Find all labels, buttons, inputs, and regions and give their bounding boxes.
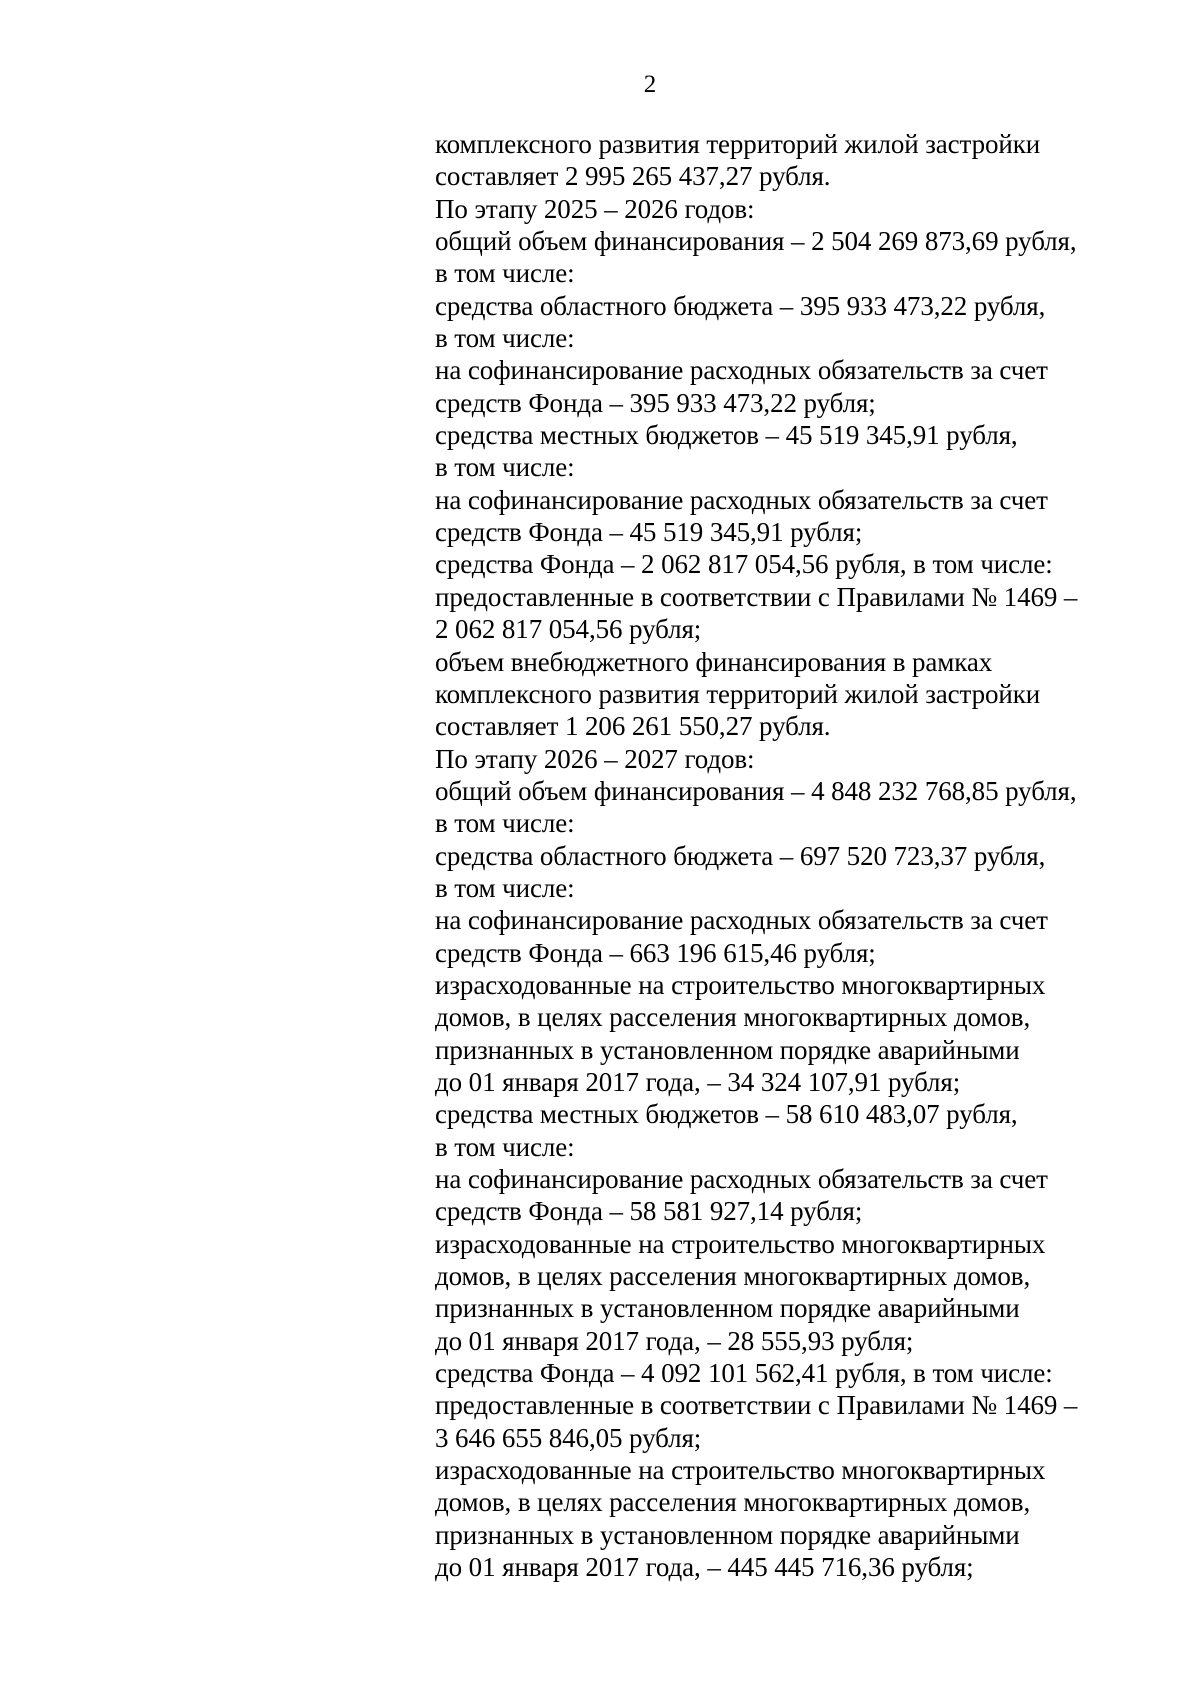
text-line: в том числе: [435,872,575,903]
text-line: до 01 января 2017 года, – 445 445 716,36 рубля; [435,1552,974,1583]
text-line: комплексного развития территорий жилой застройки [435,678,1041,709]
text-line: на софинансирование расходных обязательств за счет [435,355,1048,386]
text-line: средства местных бюджетов – 58 610 483,07 рубля, [435,1099,1018,1130]
text-line: средств Фонда – 395 933 473,22 рубля; [435,387,876,418]
body-text [435,128,1175,1583]
text-line: домов, в целях расселения многоквартирных домов, [435,1261,1031,1292]
text-line: объем внебюджетного финансирования в рамках [435,646,993,677]
text-line: на софинансирование расходных обязательств за счет [435,484,1048,515]
text-line: до 01 января 2017 года, – 28 555,93 рубля; [435,1325,914,1356]
text-line: признанных в установленном порядке аварийными [435,1034,1020,1065]
text-line: на софинансирование расходных обязательств за счет [435,1164,1048,1194]
text-line: в том числе: [435,452,575,483]
text-line: признанных в установленном порядке аварийными [435,1519,1020,1550]
text-line: общий объем финансирования – 2 504 269 873,69 рубля, [435,226,1077,257]
text-line: средства Фонда – 4 092 101 562,41 рубля, в том числе: [435,1358,1053,1389]
text-line: средства Фонда – 2 062 817 054,56 рубля, в том числе: [435,549,1053,580]
text-line: По этапу 2026 – 2027 годов: [435,743,755,774]
text-line: в том числе: [435,808,575,839]
text-line: средств Фонда – 663 196 615,46 рубля; [435,937,876,968]
text-line: израсходованные на строительство многоквартирных [435,1228,1046,1259]
text-line: средств Фонда – 58 581 927,14 рубля; [435,1196,863,1227]
text-line: домов, в целях расселения многоквартирных домов, [435,1487,1031,1518]
text-line: в том числе: [435,258,575,289]
text-line: По этапу 2025 – 2026 годов: [435,193,755,224]
text-line: в том числе: [435,323,575,354]
text-line: признанных в установленном порядке аварийными [435,1293,1020,1324]
text-line: 3 646 655 846,05 рубля; [435,1422,702,1453]
text-line: комплексного развития территорий жилой застройки [435,129,1041,159]
text-line: общий объем финансирования – 4 848 232 768,85 рубля, [435,775,1077,806]
text-line: домов, в целях расселения многоквартирных домов, [435,1002,1031,1033]
text-line: средства местных бюджетов – 45 519 345,91 рубля, [435,420,1018,451]
text-line: израсходованные на строительство многоквартирных [435,969,1046,1000]
text-line: на софинансирование расходных обязательств за счет [435,905,1048,936]
text-line: средств Фонда – 45 519 345,91 рубля; [435,517,863,548]
text-line: до 01 января 2017 года, – 34 324 107,91 рубля; [435,1066,961,1097]
page-number: 2 [643,71,657,98]
text-line: предоставленные в соответствии с Правилами № 1469 – [435,1390,1078,1421]
text-line: в том числе: [435,1131,575,1162]
text-line: средства областного бюджета – 395 933 473,22 рубля, [435,290,1046,321]
text-line: предоставленные в соответствии с Правилами № 1469 – [435,581,1078,612]
text-line: составляет 2 995 265 437,27 рубля. [435,161,831,192]
text-line: средства областного бюджета – 697 520 723,37 рубля, [435,840,1046,871]
text-line: составляет 1 206 261 550,27 рубля. [435,711,831,742]
text-line: 2 062 817 054,56 рубля; [435,614,702,645]
text-line: израсходованные на строительство многоквартирных [435,1455,1046,1486]
